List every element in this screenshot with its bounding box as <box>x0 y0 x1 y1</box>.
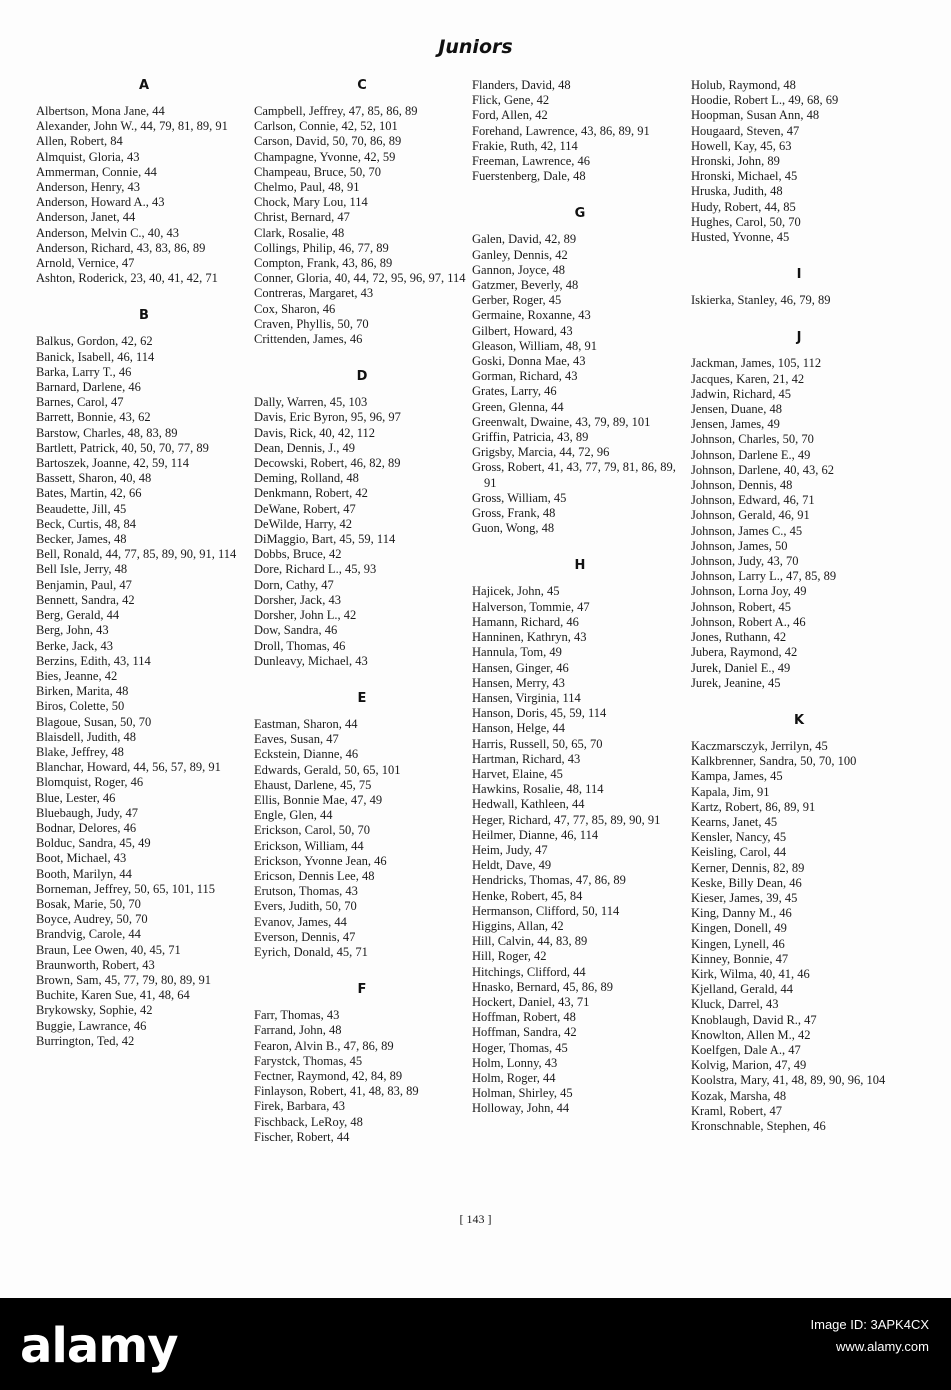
index-entry: Buchite, Karen Sue, 41, 48, 64 <box>36 988 190 1003</box>
index-entry: Forehand, Lawrence, 43, 86, 89, 91 <box>472 123 650 138</box>
index-section <box>472 206 688 536</box>
index-section <box>254 78 470 347</box>
index-entry: Farrand, John, 48 <box>254 1023 342 1038</box>
index-entry: Gannon, Joyce, 48 <box>472 262 566 277</box>
index-entry: Jurek, Jeanine, 45 <box>691 675 781 690</box>
index-entry: Green, Glenna, 44 <box>472 399 564 414</box>
index-entry: Johnson, James C., 45 <box>691 523 803 538</box>
index-entry: Jensen, Duane, 48 <box>691 402 782 417</box>
index-entry: Hnasko, Bernard, 45, 86, 89 <box>472 979 613 994</box>
watermark-band <box>0 1298 951 1390</box>
index-entry: Blomquist, Roger, 46 <box>36 775 144 790</box>
index-entry: Champagne, Yvonne, 42, 59 <box>254 149 396 164</box>
index-entry: Brandvig, Carole, 44 <box>36 927 141 942</box>
index-entry: Kinney, Bonnie, 47 <box>691 951 789 966</box>
index-entry: Erickson, Yvonne Jean, 46 <box>254 853 387 868</box>
index-entry: Bosak, Marie, 50, 70 <box>36 896 141 911</box>
section-letter: B <box>139 308 149 324</box>
index-entry: Dean, Dennis, J., 49 <box>254 440 356 455</box>
index-entry: Bartoszek, Joanne, 42, 59, 114 <box>36 456 189 471</box>
index-entry: Dunleavy, Michael, 43 <box>254 653 368 668</box>
index-entry: DiMaggio, Bart, 45, 59, 114 <box>254 532 396 547</box>
index-entry: Bluebaugh, Judy, 47 <box>36 805 138 820</box>
watermark-meta <box>811 1314 930 1358</box>
index-entry: Jones, Ruthann, 42 <box>691 630 787 645</box>
index-entry: Holm, Lonny, 43 <box>472 1055 558 1070</box>
index-entry: Kingen, Donell, 49 <box>691 921 787 936</box>
index-entry: Kraml, Robert, 47 <box>691 1103 782 1118</box>
index-entry: Ehaust, Darlene, 45, 75 <box>254 777 372 792</box>
index-entry: Jadwin, Richard, 45 <box>691 386 791 401</box>
index-entry: Kearns, Janet, 45 <box>691 814 778 829</box>
index-entry: Gorman, Richard, 43 <box>472 369 578 384</box>
image-id-text: Image ID: 3APK4CX <box>810 1317 929 1332</box>
index-section <box>691 267 907 308</box>
index-entry: Albertson, Mona Jane, 44 <box>36 104 165 118</box>
index-entry: Kingen, Lynell, 46 <box>691 936 785 951</box>
section-letter: D <box>356 369 368 385</box>
index-entry: Fischer, Robert, 44 <box>254 1129 350 1144</box>
index-section <box>472 558 688 1116</box>
index-entry: Hruska, Judith, 48 <box>691 184 783 199</box>
index-entry: Allen, Robert, 84 <box>36 134 123 149</box>
index-entry: Gerber, Roger, 45 <box>472 293 562 308</box>
index-entry: Johnson, Judy, 43, 70 <box>691 554 799 569</box>
index-entry: Bennett, Sandra, 42 <box>36 592 135 607</box>
index-entry: Barstow, Charles, 48, 83, 89 <box>36 425 178 440</box>
index-entry: Hoopman, Susan Ann, 48 <box>691 108 820 123</box>
index-entry: Hudy, Robert, 44, 85 <box>691 199 796 214</box>
index-entry: Jubera, Raymond, 42 <box>691 645 798 660</box>
index-entry: Dow, Sandra, 46 <box>254 623 338 638</box>
index-entry: Hanninen, Kathryn, 43 <box>472 630 587 645</box>
index-entry: Johnson, Darlene, 40, 43, 62 <box>691 462 835 477</box>
index-entry: Heldt, Dave, 49 <box>472 858 552 873</box>
index-entry: Kolvig, Marion, 47, 49 <box>691 1058 807 1073</box>
index-entry: Husted, Yvonne, 45 <box>691 230 790 245</box>
index-entry: Guon, Wong, 48 <box>472 521 555 536</box>
index-entry: Eastman, Sharon, 44 <box>254 716 358 731</box>
index-entry: DeWilde, Harry, 42 <box>254 516 352 531</box>
index-entry: Ford, Allen, 42 <box>472 108 548 123</box>
index-entry: Johnson, Gerald, 46, 91 <box>691 508 810 523</box>
index-entry: Grigsby, Marcia, 44, 72, 96 <box>472 445 610 460</box>
index-entry: Deming, Rolland, 48 <box>254 471 359 486</box>
index-entry: Holman, Shirley, 45 <box>472 1086 573 1101</box>
index-entry: Firek, Barbara, 43 <box>254 1099 345 1114</box>
index-entry: Gross, William, 45 <box>472 490 567 505</box>
page-number: [ 143 ] <box>459 1212 492 1226</box>
index-entry: Greenwalt, Dwaine, 43, 79, 89, 101 <box>472 414 651 429</box>
section-letter: E <box>357 690 367 706</box>
index-entry: Fearon, Alvin B., 47, 86, 89 <box>254 1038 394 1053</box>
index-entry: Galen, David, 42, 89 <box>472 232 577 247</box>
section-letter: F <box>357 982 367 998</box>
index-entry: Collings, Philip, 46, 77, 89 <box>254 240 389 255</box>
index-entry: Kampa, James, 45 <box>691 769 783 784</box>
index-entry: Boyce, Audrey, 50, 70 <box>36 912 148 927</box>
index-entry: Eckstein, Dianne, 46 <box>254 747 359 762</box>
index-entry: Hockert, Daniel, 43, 71 <box>472 994 590 1009</box>
index-entry: Anderson, Henry, 43 <box>36 180 141 195</box>
section-letter: H <box>574 558 586 574</box>
index-entry: Berke, Jack, 43 <box>36 638 114 653</box>
index-entry: Barrett, Bonnie, 43, 62 <box>36 410 151 425</box>
index-entry: Evers, Judith, 50, 70 <box>254 899 357 914</box>
index-entry: Gross, Robert, 41, 43, 77, 79, 81, 86, 89, 91 <box>472 460 676 490</box>
index-section <box>254 982 470 1145</box>
index-entry: Brykowsky, Sophie, 42 <box>36 1003 153 1018</box>
index-entry: Holm, Roger, 44 <box>472 1070 556 1085</box>
index-entry: Ellis, Bonnie Mae, 47, 49 <box>254 792 383 807</box>
section-letter: C <box>357 78 367 93</box>
index-entry: Hermanson, Clifford, 50, 114 <box>472 903 620 918</box>
section-letter: K <box>793 712 805 728</box>
index-entry: Johnson, Charles, 50, 70 <box>691 432 814 447</box>
index-entry: Griffin, Patricia, 43, 89 <box>472 430 589 445</box>
index-entry: Kronschnable, Stephen, 46 <box>691 1118 826 1133</box>
index-entry: Johnson, Lorna Joy, 49 <box>691 584 807 599</box>
index-entry: Davis, Rick, 40, 42, 112 <box>254 425 376 440</box>
index-entry: Kirk, Wilma, 40, 41, 46 <box>691 966 810 981</box>
index-section <box>254 691 470 960</box>
index-section <box>691 78 907 245</box>
index-entry: Knowlton, Allen M., 42 <box>691 1027 811 1042</box>
index-entry: Hedwall, Kathleen, 44 <box>472 797 585 812</box>
index-entry: Hougaard, Steven, 47 <box>691 123 800 138</box>
index-section <box>36 78 252 286</box>
index-entry: Hill, Calvin, 44, 83, 89 <box>472 934 588 949</box>
index-section <box>36 308 252 1049</box>
index-entry: Beck, Curtis, 48, 84 <box>36 516 136 531</box>
index-entry: Arnold, Vernice, 47 <box>36 256 135 271</box>
index-entry: Burrington, Ted, 42 <box>36 1033 135 1048</box>
index-entry: Blue, Lester, 46 <box>36 790 116 805</box>
index-entry: Becker, James, 48 <box>36 532 127 547</box>
index-entry: Jacques, Karen, 21, 42 <box>691 371 805 386</box>
section-letter: J <box>796 330 802 346</box>
page-title: Juniors <box>438 36 513 58</box>
index-entry: Farr, Thomas, 43 <box>254 1008 340 1023</box>
index-entry: Koelfgen, Dale A., 47 <box>691 1042 801 1057</box>
index-entry: Dorsher, Jack, 43 <box>254 592 341 607</box>
index-entry: Erutson, Thomas, 43 <box>254 884 358 899</box>
index-entry: Higgins, Allan, 42 <box>472 918 564 933</box>
index-entry: Kapala, Jim, 91 <box>691 784 770 799</box>
index-section <box>691 330 907 690</box>
index-entry: Droll, Thomas, 46 <box>254 638 346 653</box>
index-entry: Dorsher, John L., 42 <box>254 608 357 623</box>
index-entry: Balkus, Gordon, 42, 62 <box>36 334 153 349</box>
index-entry: Hoodie, Robert L., 49, 68, 69 <box>691 93 839 108</box>
index-entry: Kieser, James, 39, 45 <box>691 890 798 905</box>
index-entry: Kensler, Nancy, 45 <box>691 830 787 845</box>
index-entry: Gatzmer, Beverly, 48 <box>472 278 579 293</box>
index-entry: Borneman, Jeffrey, 50, 65, 101, 115 <box>36 881 216 896</box>
index-entry: Kerner, Dennis, 82, 89 <box>691 860 805 875</box>
index-entry: Ashton, Roderick, 23, 40, 41, 42, 71 <box>36 271 218 286</box>
index-entry: Johnson, Robert A., 46 <box>691 614 806 629</box>
index-entry: Hansen, Merry, 43 <box>472 675 565 690</box>
index-entry: Barka, Larry T., 46 <box>36 364 132 379</box>
section-letter: G <box>574 206 586 222</box>
index-entry: Chock, Mary Lou, 114 <box>254 195 368 210</box>
index-column-2 <box>254 78 470 1167</box>
index-entry: Hoger, Thomas, 45 <box>472 1040 568 1055</box>
index-entry: Halverson, Tommie, 47 <box>472 599 590 614</box>
index-entry: Hansen, Ginger, 46 <box>472 660 569 675</box>
index-entry: Bates, Martin, 42, 66 <box>36 486 142 501</box>
index-entry: Harvet, Elaine, 45 <box>472 766 563 781</box>
index-entry: Hamann, Richard, 46 <box>472 614 579 629</box>
section-letter: A <box>138 78 150 93</box>
index-entry: Buggie, Lawrance, 46 <box>36 1018 147 1033</box>
index-entry: Eyrich, Donald, 45, 71 <box>254 944 368 959</box>
index-entry: Iskierka, Stanley, 46, 79, 89 <box>691 293 831 308</box>
index-entry: Goski, Donna Mae, 43 <box>472 354 586 369</box>
index-entry: Freeman, Lawrence, 46 <box>472 154 590 169</box>
index-entry: Brown, Sam, 45, 77, 79, 80, 89, 91 <box>36 972 211 987</box>
index-entry: Hronski, Michael, 45 <box>691 169 798 184</box>
index-entry: Keske, Billy Dean, 46 <box>691 875 802 890</box>
index-entry: Hansen, Virginia, 114 <box>472 690 581 705</box>
index-entry: Hendricks, Thomas, 47, 86, 89 <box>472 873 626 888</box>
index-entry: Hitchings, Clifford, 44 <box>472 964 586 979</box>
index-entry: Banick, Isabell, 46, 114 <box>36 349 155 364</box>
index-entry: Barnes, Carol, 47 <box>36 395 124 410</box>
index-entry: Hronski, John, 89 <box>691 154 780 169</box>
index-entry: Campbell, Jeffrey, 47, 85, 86, 89 <box>254 104 418 118</box>
index-section <box>254 369 470 669</box>
index-entry: Kartz, Robert, 86, 89, 91 <box>691 799 816 814</box>
index-section <box>472 78 688 184</box>
index-entry: Carson, David, 50, 70, 86, 89 <box>254 134 402 149</box>
index-entry: Booth, Marilyn, 44 <box>36 866 132 881</box>
index-entry: Bell, Ronald, 44, 77, 85, 89, 90, 91, 114 <box>36 547 237 562</box>
index-column-4 <box>691 78 907 1156</box>
index-entry: Jackman, James, 105, 112 <box>691 356 822 371</box>
index-entry: Blagoue, Susan, 50, 70 <box>36 714 152 729</box>
index-entry: Hartman, Richard, 43 <box>472 751 581 766</box>
index-entry: Bell Isle, Jerry, 48 <box>36 562 128 577</box>
index-entry: Edwards, Gerald, 50, 65, 101 <box>254 762 401 777</box>
index-entry: Denkmann, Robert, 42 <box>254 486 368 501</box>
index-entry: Beaudette, Jill, 45 <box>36 501 127 516</box>
index-entry: Dorn, Cathy, 47 <box>254 577 334 592</box>
index-entry: Fectner, Raymond, 42, 84, 89 <box>254 1068 403 1083</box>
index-entry: Bassett, Sharon, 40, 48 <box>36 471 152 486</box>
index-entry: Erickson, Carol, 50, 70 <box>254 823 370 838</box>
index-entry: Boot, Michael, 43 <box>36 851 127 866</box>
index-entry: Contreras, Margaret, 43 <box>254 286 374 301</box>
index-entry: DeWane, Robert, 47 <box>254 501 356 516</box>
index-entry: Kluck, Darrel, 43 <box>691 997 779 1012</box>
index-entry: Evanov, James, 44 <box>254 914 347 929</box>
index-entry: Hughes, Carol, 50, 70 <box>691 214 801 229</box>
index-entry: Crittenden, James, 46 <box>254 332 363 347</box>
index-entry: Koolstra, Mary, 41, 48, 89, 90, 96, 104 <box>691 1073 886 1088</box>
index-entry: Compton, Frank, 43, 86, 89 <box>254 256 393 271</box>
index-entry: Anderson, Richard, 43, 83, 86, 89 <box>36 240 206 255</box>
index-entry: Germaine, Roxanne, 43 <box>472 308 591 323</box>
index-entry: Anderson, Janet, 44 <box>36 210 136 225</box>
index-entry: Braunworth, Robert, 43 <box>36 957 155 972</box>
section-letter: I <box>796 267 802 283</box>
index-entry: Johnson, Larry L., 47, 85, 89 <box>691 569 837 584</box>
index-entry: Flick, Gene, 42 <box>472 93 550 108</box>
index-entry: Keisling, Carol, 44 <box>691 845 787 860</box>
index-entry: Anderson, Melvin C., 40, 43 <box>36 225 180 240</box>
index-entry: Hannula, Tom, 49 <box>472 645 562 660</box>
index-section <box>691 713 907 1134</box>
index-entry: Gleason, William, 48, 91 <box>472 338 597 353</box>
site-url-text: www.alamy.com <box>836 1339 929 1354</box>
index-entry: Heim, Judy, 47 <box>472 842 548 857</box>
index-entry: Grates, Larry, 46 <box>472 384 557 399</box>
index-entry: Bolduc, Sandra, 45, 49 <box>36 836 151 851</box>
index-entry: Decowski, Robert, 46, 82, 89 <box>254 456 401 471</box>
index-entry: Davis, Eric Byron, 95, 96, 97 <box>254 410 401 425</box>
index-entry: Hill, Roger, 42 <box>472 949 547 964</box>
index-entry: Conner, Gloria, 40, 44, 72, 95, 96, 97, 114 <box>254 271 466 286</box>
index-entry: Anderson, Howard A., 43 <box>36 195 165 210</box>
index-entry: Berzins, Edith, 43, 114 <box>36 653 151 668</box>
index-entry: Engle, Glen, 44 <box>254 808 333 823</box>
index-entry: Harris, Russell, 50, 65, 70 <box>472 736 603 751</box>
index-entry: Champeau, Bruce, 50, 70 <box>254 164 382 179</box>
index-column-1 <box>36 78 252 1071</box>
index-entry: Farystck, Thomas, 45 <box>254 1053 363 1068</box>
index-entry: Carlson, Connie, 42, 52, 101 <box>254 119 398 134</box>
index-entry: Blaisdell, Judith, 48 <box>36 729 136 744</box>
index-entry: Gilbert, Howard, 43 <box>472 323 573 338</box>
index-entry: Fuerstenberg, Dale, 48 <box>472 169 586 184</box>
index-entry: Hoffman, Robert, 48 <box>472 1010 576 1025</box>
index-entry: Henke, Robert, 45, 84 <box>472 888 583 903</box>
index-entry: Kozak, Marsha, 48 <box>691 1088 787 1103</box>
index-entry: Ganley, Dennis, 42 <box>472 247 568 262</box>
index-entry: Berg, John, 43 <box>36 623 109 638</box>
index-entry: Blanchar, Howard, 44, 56, 57, 89, 91 <box>36 760 221 775</box>
index-entry: Bodnar, Delores, 46 <box>36 820 137 835</box>
index-entry: Blake, Jeffrey, 48 <box>36 744 124 759</box>
index-entry: Bartlett, Patrick, 40, 50, 70, 77, 89 <box>36 440 209 455</box>
index-entry: Chelmo, Paul, 48, 91 <box>254 180 360 195</box>
index-entry: Johnson, James, 50 <box>691 538 788 553</box>
index-entry: Hanson, Doris, 45, 59, 114 <box>472 706 607 721</box>
index-column-3 <box>472 78 688 1139</box>
index-entry: Christ, Bernard, 47 <box>254 210 350 225</box>
alamy-logo: alamy <box>20 1318 178 1374</box>
index-entry: Berg, Gerald, 44 <box>36 608 120 623</box>
index-entry: Eaves, Susan, 47 <box>254 732 339 747</box>
index-entry: Ammerman, Connie, 44 <box>36 164 157 179</box>
index-entry: Kjelland, Gerald, 44 <box>691 982 794 997</box>
index-entry: Flanders, David, 48 <box>472 78 571 92</box>
index-entry: Knoblaugh, David R., 47 <box>691 1012 817 1027</box>
index-entry: Bies, Jeanne, 42 <box>36 668 118 683</box>
index-entry: Kalkbrenner, Sandra, 50, 70, 100 <box>691 754 857 769</box>
index-entry: Everson, Dennis, 47 <box>254 929 356 944</box>
index-entry: Finlayson, Robert, 41, 48, 83, 89 <box>254 1084 419 1099</box>
index-entry: Dally, Warren, 45, 103 <box>254 395 368 410</box>
index-entry: King, Danny M., 46 <box>691 906 792 921</box>
index-entry: Johnson, Edward, 46, 71 <box>691 493 815 508</box>
index-entry: Johnson, Darlene E., 49 <box>691 447 811 462</box>
index-entry: Heilmer, Dianne, 46, 114 <box>472 827 599 842</box>
index-entry: Jurek, Daniel E., 49 <box>691 660 791 675</box>
index-entry: Biros, Colette, 50 <box>36 699 125 714</box>
index-entry: Alexander, John W., 44, 79, 81, 89, 91 <box>36 119 228 134</box>
index-entry: Birken, Marita, 48 <box>36 684 129 699</box>
index-entry: Dobbs, Bruce, 42 <box>254 547 342 562</box>
index-entry: Heger, Richard, 47, 77, 85, 89, 90, 91 <box>472 812 661 827</box>
index-entry: Hanson, Helge, 44 <box>472 721 566 736</box>
index-entry: Dore, Richard L., 45, 93 <box>254 562 377 577</box>
index-entry: Holub, Raymond, 48 <box>691 78 796 92</box>
index-entry: Gross, Frank, 48 <box>472 506 556 521</box>
index-entry: Hajicek, John, 45 <box>472 584 560 599</box>
index-entry: Johnson, Robert, 45 <box>691 599 791 614</box>
index-entry: Almquist, Gloria, 43 <box>36 149 140 164</box>
index-entry: Johnson, Dennis, 48 <box>691 478 793 493</box>
index-entry: Barnard, Darlene, 46 <box>36 380 141 395</box>
index-entry: Jensen, James, 49 <box>691 417 780 432</box>
index-entry: Kaczmarsczyk, Jerrilyn, 45 <box>691 738 828 753</box>
index-entry: Cox, Sharon, 46 <box>254 301 336 316</box>
index-entry: Hoffman, Sandra, 42 <box>472 1025 577 1040</box>
index-entry: Braun, Lee Owen, 40, 45, 71 <box>36 942 181 957</box>
index-entry: Ericson, Dennis Lee, 48 <box>254 868 375 883</box>
index-entry: Holloway, John, 44 <box>472 1101 570 1116</box>
index-entry: Erickson, William, 44 <box>254 838 364 853</box>
index-entry: Frakie, Ruth, 42, 114 <box>472 138 578 153</box>
index-entry: Craven, Phyllis, 50, 70 <box>254 316 369 331</box>
index-entry: Clark, Rosalie, 48 <box>254 225 345 240</box>
index-entry: Hawkins, Rosalie, 48, 114 <box>472 782 604 797</box>
index-entry: Benjamin, Paul, 47 <box>36 577 132 592</box>
index-entry: Howell, Kay, 45, 63 <box>691 138 792 153</box>
index-entry: Fischback, LeRoy, 48 <box>254 1114 363 1129</box>
